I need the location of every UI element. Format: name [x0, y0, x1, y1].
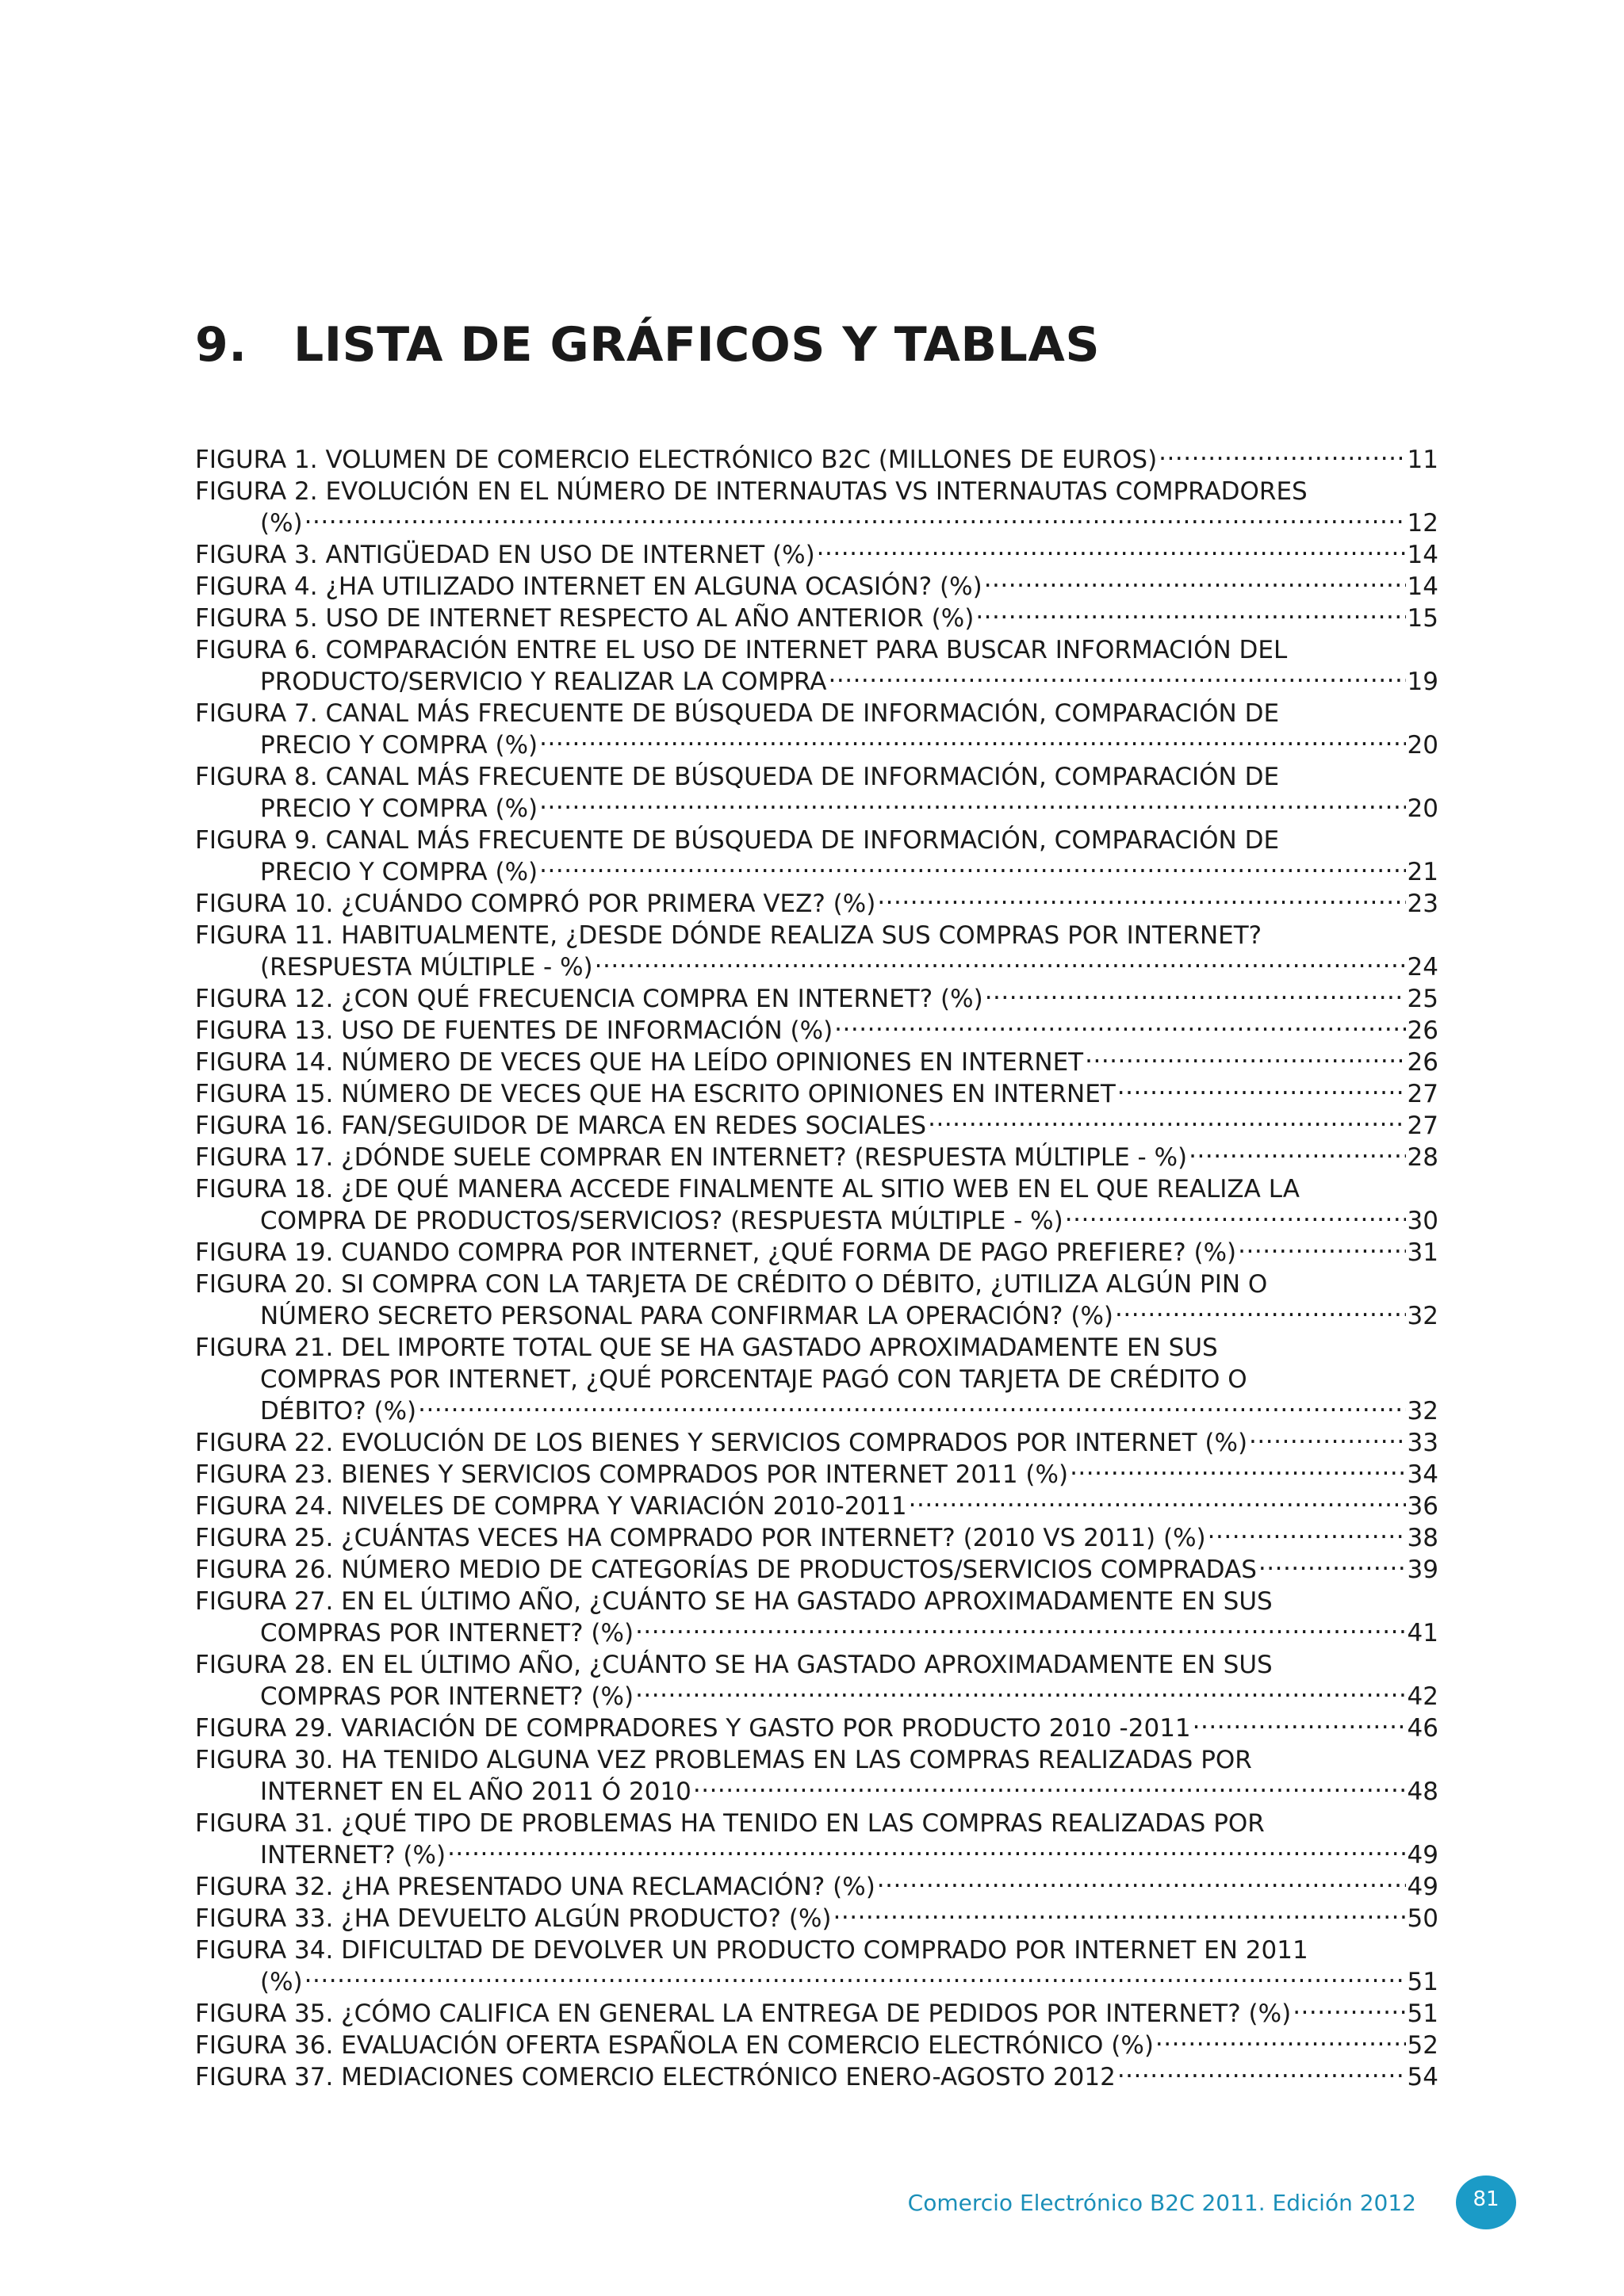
section-number: 9.: [195, 317, 247, 373]
toc-entry-line: [195, 2061, 1438, 2093]
toc-entry-title: FIGURA 18. ¿DE QUÉ MANERA ACCEDE FINALMENTE AL SITIO WEB EN EL QUE REALIZA LA: [195, 1175, 1300, 1203]
toc-entry-title: FIGURA 24. NIVELES DE COMPRA Y VARIACIÓN 2010-2011: [195, 1492, 907, 1521]
toc-entry[interactable]: [195, 1903, 1438, 1934]
toc-entry-title: FIGURA 1. VOLUMEN DE COMERCIO ELECTRÓNICO B2C (MILLONES DE EUROS): [195, 446, 1158, 474]
toc-entry-page: 39: [1407, 1556, 1438, 1584]
toc-entry-page: 51: [1407, 1999, 1438, 2028]
dot-leader: [1117, 1078, 1406, 1102]
toc-entry-title: FIGURA 36. EVALUACIÓN OFERTA ESPAÑOLA EN COMERCIO ELECTRÓNICO (%): [195, 2031, 1154, 2060]
toc-entry-page: 32: [1407, 1397, 1438, 1425]
toc-entry-title: (%): [260, 509, 303, 538]
toc-entry-title: FIGURA 33. ¿HA DEVUELTO ALGÚN PRODUCTO? (%): [195, 1904, 832, 1933]
table-of-figures: [195, 444, 1438, 2093]
footer-title: Comercio Electrónico B2C 2011. Edición 2012: [907, 2190, 1416, 2216]
toc-entry-title: FIGURA 7. CANAL MÁS FRECUENTE DE BÚSQUEDA DE INFORMACIÓN, COMPARACIÓN DE: [195, 699, 1280, 728]
toc-entry-line: [195, 1522, 1438, 1554]
toc-entry-title: FIGURA 13. USO DE FUENTES DE INFORMACIÓN (%): [195, 1016, 833, 1045]
toc-entry-line: [195, 951, 1438, 983]
toc-entry-line: [195, 1903, 1438, 1934]
toc-entry-line: [195, 1649, 1438, 1681]
toc-entry-page: 11: [1407, 446, 1438, 474]
toc-entry-line: [195, 1966, 1438, 1998]
toc-entry[interactable]: [195, 1808, 1438, 1871]
toc-entry-page: 52: [1407, 2031, 1438, 2060]
toc-entry-page: 48: [1407, 1777, 1438, 1806]
toc-entry-line: [195, 634, 1438, 666]
toc-entry-page: 26: [1407, 1048, 1438, 1077]
toc-entry-title: FIGURA 26. NÚMERO MEDIO DE CATEGORÍAS DE PRODUCTOS/SERVICIOS COMPRADAS: [195, 1556, 1257, 1584]
dot-leader: [635, 1617, 1405, 1641]
toc-entry[interactable]: [195, 1459, 1438, 1490]
toc-entry-title: FIGURA 21. DEL IMPORTE TOTAL QUE SE HA GASTADO APROXIMADAMENTE EN SUS: [195, 1334, 1218, 1362]
toc-entry-page: 28: [1407, 1143, 1438, 1172]
toc-entry-line: [195, 920, 1438, 951]
dot-leader: [539, 793, 1405, 817]
toc-entry-page: 38: [1407, 1524, 1438, 1552]
dot-leader: [447, 1839, 1405, 1863]
dot-leader: [1249, 1427, 1406, 1451]
toc-entry-page: 30: [1407, 1207, 1438, 1235]
toc-entry[interactable]: [195, 1586, 1438, 1649]
toc-entry-title: FIGURA 11. HABITUALMENTE, ¿DESDE DÓNDE REALIZA SUS COMPRAS POR INTERNET?: [195, 921, 1262, 950]
toc-entry[interactable]: [195, 1269, 1438, 1332]
page-number-badge: [1456, 2175, 1516, 2229]
toc-entry-title: FIGURA 19. CUANDO COMPRA POR INTERNET, ¿QUÉ FORMA DE PAGO PREFIERE? (%): [195, 1238, 1237, 1267]
toc-entry-title: NÚMERO SECRETO PERSONAL PARA CONFIRMAR LA OPERACIÓN? (%): [260, 1302, 1114, 1330]
toc-entry[interactable]: [195, 983, 1438, 1015]
toc-entry-line: [195, 1364, 1438, 1395]
dot-leader: [595, 951, 1406, 975]
toc-entry[interactable]: [195, 1237, 1438, 1269]
toc-entry-title: FIGURA 25. ¿CUÁNTAS VECES HA COMPRADO POR INTERNET? (2010 VS 2011) (%): [195, 1524, 1206, 1552]
dot-leader: [1115, 1300, 1406, 1324]
toc-entry[interactable]: [195, 1078, 1438, 1110]
toc-entry-page: 15: [1407, 604, 1438, 633]
toc-entry-line: [195, 1712, 1438, 1744]
toc-entry-title: COMPRAS POR INTERNET? (%): [260, 1619, 634, 1647]
dot-leader: [975, 603, 1405, 626]
dot-leader: [304, 507, 1406, 531]
toc-entry-line: [195, 1934, 1438, 1966]
dot-leader: [1159, 444, 1405, 468]
toc-entry-title: PRECIO Y COMPRA (%): [260, 794, 538, 823]
toc-entry[interactable]: [195, 1427, 1438, 1459]
toc-entry[interactable]: [195, 2030, 1438, 2061]
dot-leader: [829, 666, 1406, 690]
dot-leader: [1258, 1554, 1406, 1578]
toc-entry[interactable]: [195, 1110, 1438, 1142]
section-title: LISTA DE GRÁFICOS Y TABLAS: [293, 317, 1101, 373]
toc-entry-title: FIGURA 10. ¿CUÁNDO COMPRÓ POR PRIMERA VEZ? (%): [195, 890, 876, 918]
toc-entry-title: COMPRAS POR INTERNET? (%): [260, 1682, 634, 1711]
toc-entry-line: [195, 1681, 1438, 1712]
toc-entry-page: 14: [1407, 572, 1438, 601]
section-heading: [195, 317, 1100, 373]
toc-entry-line: [195, 1871, 1438, 1903]
toc-entry[interactable]: [195, 825, 1438, 888]
toc-entry[interactable]: [195, 2061, 1438, 2093]
toc-entry-title: (RESPUESTA MÚLTIPLE - %): [260, 953, 593, 982]
toc-entry-line: [195, 2030, 1438, 2061]
toc-entry-line: [195, 571, 1438, 603]
toc-entry-line: [195, 1554, 1438, 1586]
toc-entry-title: FIGURA 17. ¿DÓNDE SUELE COMPRAR EN INTERNET? (RESPUESTA MÚLTIPLE - %): [195, 1143, 1188, 1172]
toc-entry-title: FIGURA 29. VARIACIÓN DE COMPRADORES Y GASTO POR PRODUCTO 2010 -2011: [195, 1714, 1191, 1743]
dot-leader: [693, 1776, 1406, 1800]
toc-entry-title: FIGURA 5. USO DE INTERNET RESPECTO AL AÑO ANTERIOR (%): [195, 604, 975, 633]
toc-entry-line: [195, 1078, 1438, 1110]
toc-entry-line: [195, 1395, 1438, 1427]
toc-entry-line: [195, 1142, 1438, 1173]
toc-entry-line: [195, 856, 1438, 888]
toc-entry-line: [195, 761, 1438, 793]
toc-entry[interactable]: [195, 1554, 1438, 1586]
toc-entry[interactable]: [195, 1998, 1438, 2030]
dot-leader: [539, 729, 1405, 753]
dot-leader: [928, 1110, 1405, 1134]
toc-entry-line: [195, 1839, 1438, 1871]
toc-entry-page: 21: [1407, 858, 1438, 886]
toc-entry-line: [195, 825, 1438, 856]
toc-entry[interactable]: [195, 1142, 1438, 1173]
toc-entry-page: 20: [1407, 731, 1438, 760]
toc-entry-title: FIGURA 28. EN EL ÚLTIMO AÑO, ¿CUÁNTO SE HA GASTADO APROXIMADAMENTE EN SUS: [195, 1651, 1273, 1679]
toc-entry-line: [195, 888, 1438, 920]
toc-entry-page: 50: [1407, 1904, 1438, 1933]
toc-entry-page: 33: [1407, 1429, 1438, 1457]
toc-entry-line: [195, 603, 1438, 634]
toc-entry-title: FIGURA 31. ¿QUÉ TIPO DE PROBLEMAS HA TENIDO EN LAS COMPRAS REALIZADAS POR: [195, 1809, 1265, 1838]
toc-entry-page: 51: [1407, 1968, 1438, 1996]
toc-entry[interactable]: [195, 1047, 1438, 1078]
toc-entry[interactable]: [195, 444, 1438, 476]
toc-entry[interactable]: [195, 1522, 1438, 1554]
toc-entry-page: 31: [1407, 1238, 1438, 1267]
toc-entry-page: 23: [1407, 890, 1438, 918]
toc-entry[interactable]: [195, 1490, 1438, 1522]
toc-entry-title: DÉBITO? (%): [260, 1397, 417, 1425]
toc-entry-page: 46: [1407, 1714, 1438, 1743]
toc-entry-line: [195, 1015, 1438, 1047]
dot-leader: [1208, 1522, 1406, 1546]
dot-leader: [834, 1015, 1405, 1039]
toc-entry-line: [195, 1269, 1438, 1300]
toc-entry-line: [195, 1173, 1438, 1205]
dot-leader: [877, 1871, 1406, 1895]
toc-entry-page: 20: [1407, 794, 1438, 823]
toc-entry[interactable]: [195, 476, 1438, 539]
toc-entry-page: 34: [1407, 1460, 1438, 1489]
toc-entry[interactable]: [195, 698, 1438, 761]
toc-entry-line: [195, 1332, 1438, 1364]
toc-entry-page: 19: [1407, 668, 1438, 696]
dot-leader: [539, 856, 1405, 880]
toc-entry-page: 49: [1407, 1873, 1438, 1901]
dot-leader: [418, 1395, 1405, 1419]
dot-leader: [984, 571, 1406, 595]
toc-entry-line: [195, 444, 1438, 476]
toc-entry-line: [195, 1205, 1438, 1237]
toc-entry-line: [195, 1998, 1438, 2030]
dot-leader: [1085, 1047, 1405, 1070]
dot-leader: [1070, 1459, 1405, 1483]
toc-entry[interactable]: [195, 1649, 1438, 1712]
dot-leader: [817, 539, 1406, 563]
toc-entry-title: FIGURA 35. ¿CÓMO CALIFICA EN GENERAL LA ENTREGA DE PEDIDOS POR INTERNET? (%): [195, 1999, 1292, 2028]
toc-entry-title: FIGURA 30. HA TENIDO ALGUNA VEZ PROBLEMAS EN LAS COMPRAS REALIZADAS POR: [195, 1746, 1252, 1774]
dot-leader: [1065, 1205, 1406, 1229]
toc-entry[interactable]: [195, 1871, 1438, 1903]
toc-entry-line: [195, 1459, 1438, 1490]
toc-entry[interactable]: [195, 920, 1438, 983]
toc-entry-title: FIGURA 16. FAN/SEGUIDOR DE MARCA EN REDES SOCIALES: [195, 1112, 927, 1140]
toc-entry-title: FIGURA 9. CANAL MÁS FRECUENTE DE BÚSQUEDA DE INFORMACIÓN, COMPARACIÓN DE: [195, 826, 1280, 855]
toc-entry-page: 14: [1407, 541, 1438, 569]
toc-entry-page: 49: [1407, 1841, 1438, 1869]
toc-entry-line: [195, 539, 1438, 571]
toc-entry-title: FIGURA 3. ANTIGÜEDAD EN USO DE INTERNET (%): [195, 541, 815, 569]
toc-entry[interactable]: [195, 603, 1438, 634]
dot-leader: [1155, 2030, 1406, 2053]
toc-entry-page: 26: [1407, 1016, 1438, 1045]
toc-entry-line: [195, 729, 1438, 761]
toc-entry-title: FIGURA 27. EN EL ÚLTIMO AÑO, ¿CUÁNTO SE HA GASTADO APROXIMADAMENTE EN SUS: [195, 1587, 1273, 1616]
toc-entry[interactable]: [195, 761, 1438, 825]
toc-entry-title: FIGURA 37. MEDIACIONES COMERCIO ELECTRÓNICO ENERO-AGOSTO 2012: [195, 2063, 1116, 2091]
toc-entry[interactable]: [195, 1744, 1438, 1808]
toc-entry-title: FIGURA 23. BIENES Y SERVICIOS COMPRADOS POR INTERNET 2011 (%): [195, 1460, 1069, 1489]
toc-entry-page: 12: [1407, 509, 1438, 538]
dot-leader: [909, 1490, 1406, 1514]
toc-entry[interactable]: [195, 539, 1438, 571]
toc-entry-title: FIGURA 22. EVOLUCIÓN DE LOS BIENES Y SERVICIOS COMPRADOS POR INTERNET (%): [195, 1429, 1248, 1457]
toc-entry-title: COMPRAS POR INTERNET, ¿QUÉ PORCENTAJE PAGÓ CON TARJETA DE CRÉDITO O: [260, 1365, 1247, 1394]
dot-leader: [304, 1966, 1406, 1990]
toc-entry-page: 42: [1407, 1682, 1438, 1711]
toc-entry-title: (%): [260, 1968, 303, 1996]
toc-entry-title: FIGURA 4. ¿HA UTILIZADO INTERNET EN ALGUNA OCASIÓN? (%): [195, 572, 982, 601]
toc-entry-title: PRECIO Y COMPRA (%): [260, 731, 538, 760]
dot-leader: [635, 1681, 1405, 1705]
toc-entry-line: [195, 1586, 1438, 1617]
toc-entry-line: [195, 1490, 1438, 1522]
toc-entry-title: PRECIO Y COMPRA (%): [260, 858, 538, 886]
dot-leader: [1189, 1142, 1405, 1165]
toc-entry-line: [195, 983, 1438, 1015]
toc-entry-line: [195, 1744, 1438, 1776]
toc-entry-title: FIGURA 20. SI COMPRA CON LA TARJETA DE CRÉDITO O DÉBITO, ¿UTILIZA ALGÚN PIN O: [195, 1270, 1268, 1299]
toc-entry-line: [195, 1300, 1438, 1332]
page-number: 81: [1473, 2187, 1500, 2211]
toc-entry-title: FIGURA 6. COMPARACIÓN ENTRE EL USO DE INTERNET PARA BUSCAR INFORMACIÓN DEL: [195, 636, 1288, 664]
toc-entry-title: COMPRA DE PRODUCTOS/SERVICIOS? (RESPUESTA MÚLTIPLE - %): [260, 1207, 1063, 1235]
toc-entry-line: [195, 507, 1438, 539]
dot-leader: [833, 1903, 1406, 1927]
dot-leader: [985, 983, 1406, 1007]
toc-entry-line: [195, 476, 1438, 507]
dot-leader: [877, 888, 1405, 912]
toc-entry-page: 24: [1407, 953, 1438, 982]
toc-entry-line: [195, 1427, 1438, 1459]
toc-entry-page: 27: [1407, 1112, 1438, 1140]
toc-entry-page: 41: [1407, 1619, 1438, 1647]
toc-entry-title: FIGURA 34. DIFICULTAD DE DEVOLVER UN PRODUCTO COMPRADO POR INTERNET EN 2011: [195, 1936, 1308, 1965]
toc-entry[interactable]: [195, 1934, 1438, 1998]
toc-entry-line: [195, 793, 1438, 825]
toc-entry-line: [195, 1808, 1438, 1839]
toc-entry-page: 25: [1407, 985, 1438, 1013]
toc-entry[interactable]: [195, 1173, 1438, 1237]
toc-entry[interactable]: [195, 1712, 1438, 1744]
toc-entry-title: FIGURA 14. NÚMERO DE VECES QUE HA LEÍDO OPINIONES EN INTERNET: [195, 1048, 1084, 1077]
toc-entry-line: [195, 1110, 1438, 1142]
toc-entry[interactable]: [195, 1015, 1438, 1047]
toc-entry-page: 32: [1407, 1302, 1438, 1330]
toc-entry-page: 27: [1407, 1080, 1438, 1108]
toc-entry-line: [195, 1617, 1438, 1649]
dot-leader: [1117, 2061, 1406, 2085]
toc-entry-title: FIGURA 12. ¿CON QUÉ FRECUENCIA COMPRA EN INTERNET? (%): [195, 985, 983, 1013]
toc-entry-title: FIGURA 15. NÚMERO DE VECES QUE HA ESCRITO OPINIONES EN INTERNET: [195, 1080, 1116, 1108]
toc-entry[interactable]: [195, 1332, 1438, 1427]
toc-entry-title: FIGURA 2. EVOLUCIÓN EN EL NÚMERO DE INTERNAUTAS VS INTERNAUTAS COMPRADORES: [195, 477, 1308, 506]
toc-entry-title: FIGURA 8. CANAL MÁS FRECUENTE DE BÚSQUEDA DE INFORMACIÓN, COMPARACIÓN DE: [195, 763, 1280, 791]
toc-entry-title: INTERNET? (%): [260, 1841, 446, 1869]
toc-entry[interactable]: [195, 888, 1438, 920]
toc-entry-line: [195, 666, 1438, 698]
toc-entry-line: [195, 1237, 1438, 1269]
toc-entry-line: [195, 698, 1438, 729]
dot-leader: [1193, 1712, 1406, 1736]
dot-leader: [1293, 1998, 1405, 2022]
toc-entry-title: PRODUCTO/SERVICIO Y REALIZAR LA COMPRA: [260, 668, 827, 696]
toc-entry-page: 54: [1407, 2063, 1438, 2091]
toc-entry-line: [195, 1776, 1438, 1808]
toc-entry-title: FIGURA 32. ¿HA PRESENTADO UNA RECLAMACIÓN? (%): [195, 1873, 875, 1901]
toc-entry[interactable]: [195, 571, 1438, 603]
toc-entry[interactable]: [195, 634, 1438, 698]
toc-entry-title: INTERNET EN EL AÑO 2011 Ó 2010: [260, 1777, 691, 1806]
toc-entry-page: 36: [1407, 1492, 1438, 1521]
dot-leader: [1238, 1237, 1405, 1261]
toc-entry-line: [195, 1047, 1438, 1078]
